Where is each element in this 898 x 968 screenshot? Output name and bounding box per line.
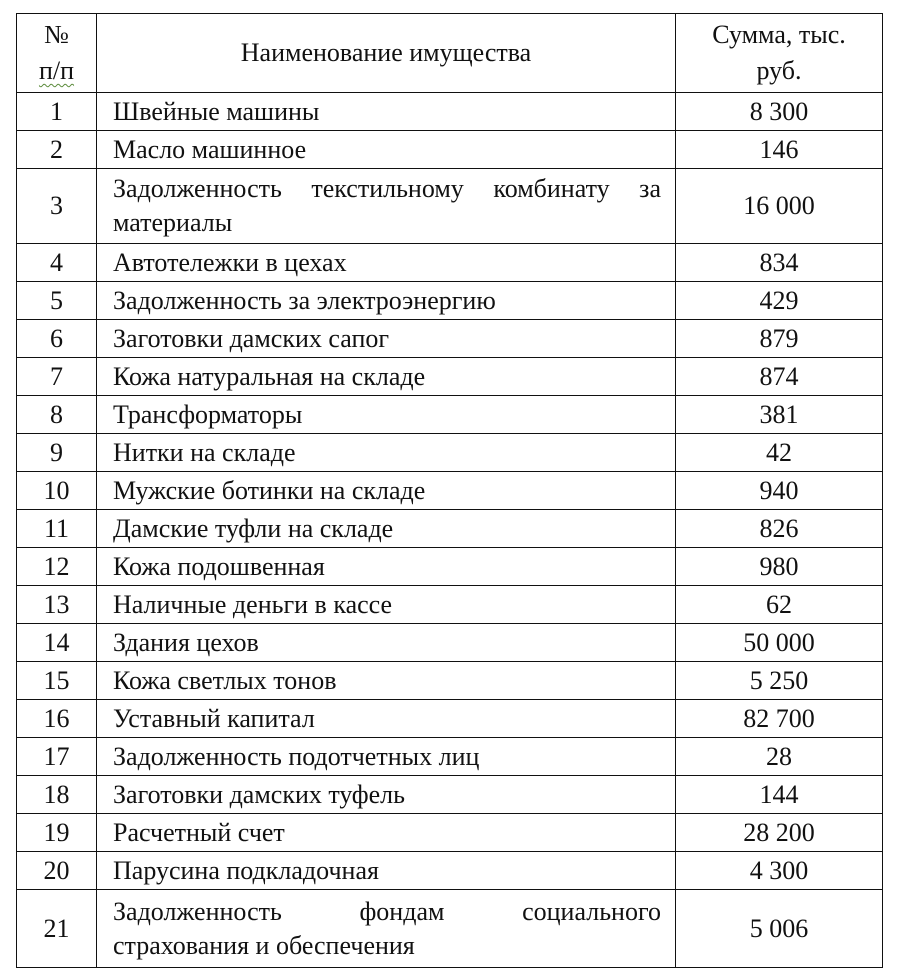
row-sum: 4 300 [676, 852, 883, 890]
table-row [17, 93, 883, 131]
table-row [17, 586, 883, 624]
table-row [17, 548, 883, 586]
row-sum: 381 [676, 396, 883, 434]
row-name: Масло машинное [97, 131, 676, 169]
header-number-abbr: п/п [38, 56, 75, 85]
row-sum: 940 [676, 472, 883, 510]
table-row [17, 852, 883, 890]
row-sum: 8 300 [676, 93, 883, 131]
table-row [17, 510, 883, 548]
row-name: Нитки на складе [97, 434, 676, 472]
row-sum: 144 [676, 776, 883, 814]
table-row [17, 472, 883, 510]
row-sum: 879 [676, 320, 883, 358]
row-name: Автотележки в цехах [97, 244, 676, 282]
row-sum: 429 [676, 282, 883, 320]
row-name: Задолженность за электроэнергию [97, 282, 676, 320]
table-row [17, 358, 883, 396]
row-sum: 834 [676, 244, 883, 282]
row-sum: 28 200 [676, 814, 883, 852]
row-sum: 146 [676, 131, 883, 169]
table-row [17, 244, 883, 282]
row-name: Кожа натуральная на складе [97, 358, 676, 396]
table-row [17, 624, 883, 662]
row-name: Дамские туфли на складе [97, 510, 676, 548]
row-name: Задолженность подотчетных лиц [97, 738, 676, 776]
row-number: 15 [17, 662, 97, 700]
row-number: 14 [17, 624, 97, 662]
row-name: Кожа светлых тонов [97, 662, 676, 700]
row-name: Мужские ботинки на складе [97, 472, 676, 510]
row-name: Расчетный счет [97, 814, 676, 852]
table-row [17, 662, 883, 700]
table-row [17, 320, 883, 358]
row-number: 1 [17, 93, 97, 131]
row-number: 18 [17, 776, 97, 814]
row-number: 10 [17, 472, 97, 510]
row-name: Кожа подошвенная [97, 548, 676, 586]
row-name: Трансформаторы [97, 396, 676, 434]
row-number: 8 [17, 396, 97, 434]
row-name: Здания цехов [97, 624, 676, 662]
row-name: Уставный капитал [97, 700, 676, 738]
row-name: Наличные деньги в кассе [97, 586, 676, 624]
table-row [17, 738, 883, 776]
row-sum: 62 [676, 586, 883, 624]
row-number: 19 [17, 814, 97, 852]
header-name: Наименование имущества [97, 14, 676, 93]
row-number: 21 [17, 890, 97, 968]
table-row [17, 700, 883, 738]
table-row [17, 434, 883, 472]
row-number: 3 [17, 169, 97, 244]
table-row [17, 776, 883, 814]
header-number-symbol: № [44, 20, 69, 49]
row-number: 16 [17, 700, 97, 738]
row-sum: 5 250 [676, 662, 883, 700]
row-name: Заготовки дамских сапог [97, 320, 676, 358]
row-name: Швейные машины [97, 93, 676, 131]
row-sum: 874 [676, 358, 883, 396]
row-number: 6 [17, 320, 97, 358]
row-number: 12 [17, 548, 97, 586]
header-sum-line2: руб. [756, 56, 802, 85]
property-table [16, 13, 883, 968]
row-sum: 42 [676, 434, 883, 472]
row-sum: 980 [676, 548, 883, 586]
row-number: 2 [17, 131, 97, 169]
row-number: 20 [17, 852, 97, 890]
row-sum: 826 [676, 510, 883, 548]
table-row [17, 169, 883, 244]
row-name: Заготовки дамских туфель [97, 776, 676, 814]
table-row [17, 131, 883, 169]
table-header-row [17, 14, 883, 93]
table-row [17, 814, 883, 852]
row-number: 13 [17, 586, 97, 624]
table-body [17, 93, 883, 968]
row-number: 5 [17, 282, 97, 320]
table-row [17, 282, 883, 320]
header-sum-line1: Сумма, тыс. [712, 20, 846, 49]
row-sum: 28 [676, 738, 883, 776]
header-sum [676, 14, 883, 93]
header-number [17, 14, 97, 93]
row-sum: 5 006 [676, 890, 883, 968]
table-row [17, 396, 883, 434]
row-sum: 50 000 [676, 624, 883, 662]
row-name: Задолженность фондам социального страхования и обеспечения [97, 890, 676, 968]
row-number: 7 [17, 358, 97, 396]
row-name: Задолженность текстильному комбинату за материалы [97, 169, 676, 244]
row-number: 4 [17, 244, 97, 282]
row-number: 9 [17, 434, 97, 472]
row-number: 17 [17, 738, 97, 776]
table-row [17, 890, 883, 968]
row-number: 11 [17, 510, 97, 548]
row-name: Парусина подкладочная [97, 852, 676, 890]
row-sum: 82 700 [676, 700, 883, 738]
row-sum: 16 000 [676, 169, 883, 244]
